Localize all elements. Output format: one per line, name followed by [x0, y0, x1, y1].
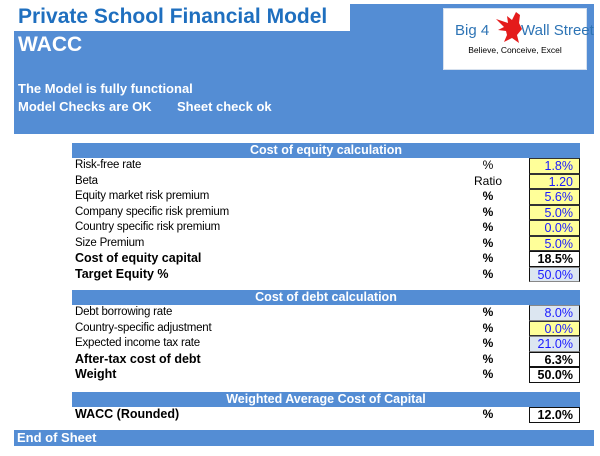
row-unit: %	[482, 251, 494, 265]
company-risk-premium-input[interactable]: 5.0%	[529, 205, 580, 221]
table-row	[72, 336, 580, 352]
target-equity-input[interactable]: 50.0%	[529, 267, 580, 283]
table-row	[72, 174, 580, 190]
beta-input[interactable]: 1.20	[529, 174, 580, 190]
table-row	[72, 158, 580, 174]
row-unit: %	[482, 351, 494, 366]
table-row	[72, 236, 580, 252]
table-row	[72, 189, 580, 205]
table-row	[72, 367, 580, 383]
table-row	[72, 205, 580, 221]
table-row	[72, 251, 580, 267]
table-row	[72, 321, 580, 337]
table-row	[72, 220, 580, 236]
wacc-value[interactable]: 12.0%	[529, 407, 580, 423]
table-row	[72, 267, 580, 283]
row-unit: %	[482, 158, 494, 172]
country-risk-premium-input[interactable]: 0.0%	[529, 220, 580, 236]
wacc-section-header: Weighted Average Cost of Capital	[72, 392, 580, 407]
income-tax-rate-input[interactable]: 21.0%	[529, 336, 580, 352]
model-status: The Model is fully functional	[18, 81, 193, 96]
table-row	[72, 352, 580, 368]
sheet-check-status: Sheet check ok	[177, 99, 272, 114]
row-label: WACC (Rounded)	[75, 407, 180, 421]
row-unit: %	[482, 235, 494, 250]
row-label: Weight	[75, 367, 117, 381]
row-label: Size Premium	[75, 236, 145, 249]
debt-borrowing-rate-input[interactable]: 8.0%	[529, 305, 580, 321]
row-label: Country specific risk premium	[75, 221, 221, 233]
row-unit: %	[482, 220, 494, 234]
row-label: Equity market risk premium	[75, 190, 210, 202]
debt-weight-value[interactable]: 50.0%	[529, 367, 580, 383]
table-row	[72, 407, 580, 423]
row-unit: %	[482, 204, 494, 219]
end-of-sheet-bar: End of Sheet	[14, 430, 594, 446]
row-label: Risk-free rate	[75, 159, 142, 171]
logo-tagline: Believe, Conceive, Excel	[468, 45, 562, 55]
model-checks-status: Model Checks are OK	[18, 99, 152, 114]
row-label: Company specific risk premium	[75, 205, 229, 218]
logo-left-text: Big 4	[455, 22, 490, 39]
size-premium-input[interactable]: 5.0%	[529, 236, 580, 252]
logo-right-text: Wall Street	[521, 22, 594, 39]
row-label: Target Equity %	[75, 266, 169, 281]
equity-market-risk-premium-input[interactable]: 5.6%	[529, 189, 580, 205]
risk-free-rate-input[interactable]: 1.8%	[529, 158, 580, 174]
table-row	[72, 305, 580, 321]
row-unit: Ratio	[473, 173, 502, 188]
row-unit: %	[482, 189, 494, 203]
country-adjustment-input[interactable]: 0.0%	[529, 321, 580, 337]
company-logo	[443, 8, 594, 70]
row-unit: %	[482, 336, 494, 350]
model-title: Private School Financial Model	[18, 5, 328, 28]
row-label: Debt borrowing rate	[75, 306, 173, 318]
equity-section-header: Cost of equity calculation	[72, 143, 580, 158]
debt-section-header: Cost of debt calculation	[72, 290, 580, 305]
row-unit: %	[482, 407, 494, 421]
after-tax-cost-of-debt-value[interactable]: 6.3%	[529, 352, 580, 368]
row-label: Expected income tax rate	[75, 337, 200, 349]
row-unit: %	[482, 367, 494, 381]
row-unit: %	[482, 320, 494, 335]
row-label: After-tax cost of debt	[75, 351, 201, 366]
row-unit: %	[482, 305, 494, 319]
row-unit: %	[482, 266, 494, 281]
row-label: Cost of equity capital	[75, 251, 202, 265]
sheet-title: WACC	[18, 33, 83, 56]
cost-of-equity-value[interactable]: 18.5%	[529, 251, 580, 267]
row-label: Country-specific adjustment	[75, 321, 212, 334]
row-label: Beta	[75, 174, 98, 187]
